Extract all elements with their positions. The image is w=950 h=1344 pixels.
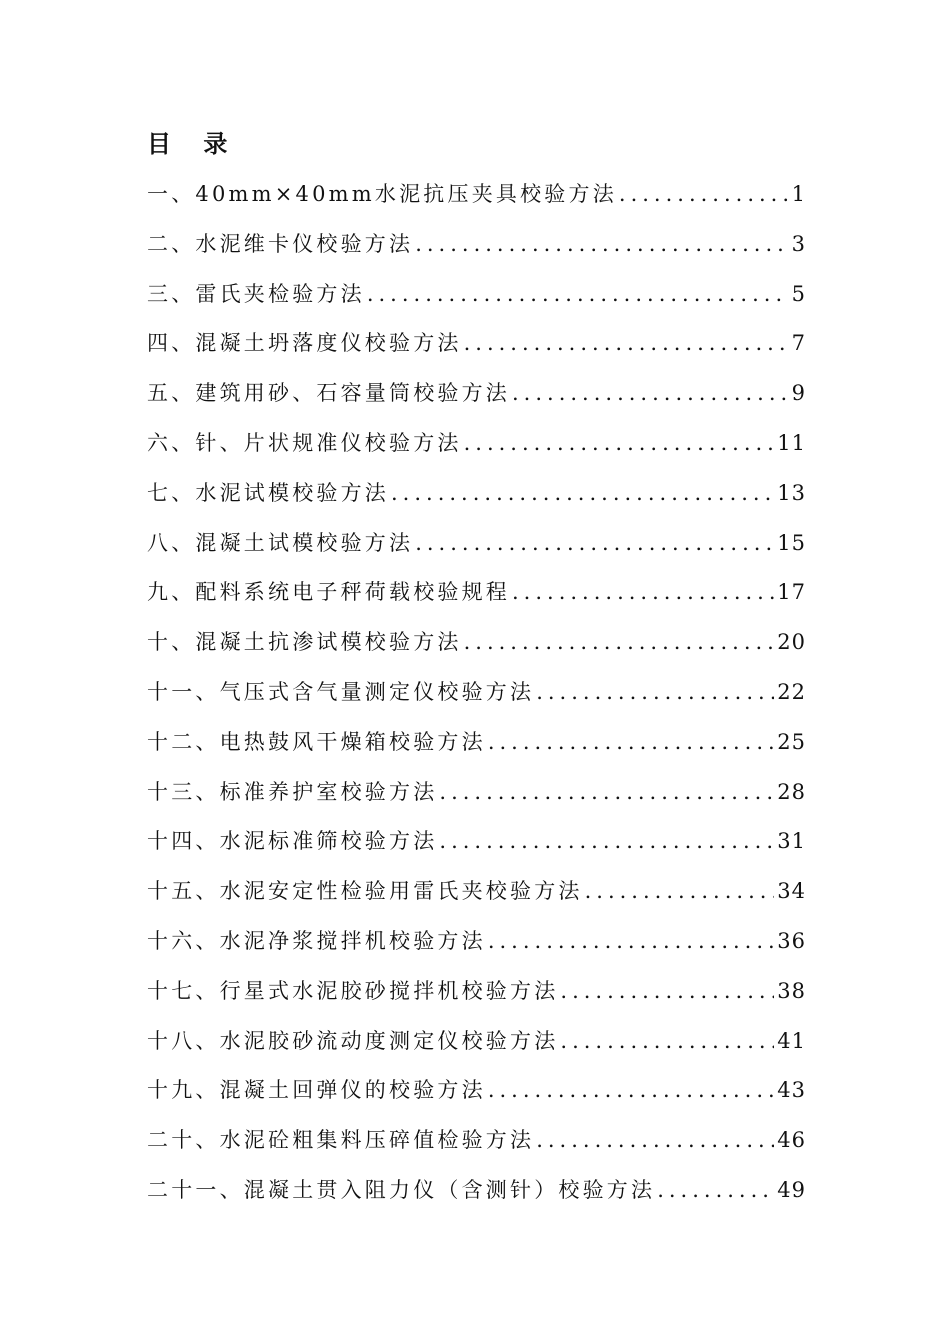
toc-dot-leader [415,523,774,563]
toc-entry[interactable] [147,722,806,772]
toc-dot-leader [619,174,789,214]
toc-entry[interactable] [147,921,806,971]
toc-entry-page: 20 [777,630,806,655]
toc-entry-page: 15 [777,530,806,555]
toc-dot-leader [464,323,789,363]
toc-entry-title: 二、水泥维卡仪校验方法 [147,231,414,256]
toc-entry-page: 11 [777,430,806,455]
toc-entry-title: 十九、混凝土回弹仪的校验方法 [147,1078,486,1103]
toc-entry-page: 7 [791,331,806,356]
toc-entry-page: 28 [777,779,806,804]
toc-dot-leader [391,473,774,513]
toc-entry-page: 49 [777,1177,806,1202]
toc-entry[interactable] [147,423,806,473]
toc-entry-title: 十二、电热鼓风干燥箱校验方法 [147,729,486,754]
toc-entry-title: 十五、水泥安定性检验用雷氏夹校验方法 [147,879,583,904]
toc-entry-title: 十、混凝土抗渗试模校验方法 [147,630,462,655]
toc-entry[interactable] [147,572,806,622]
toc-dot-leader [464,622,775,662]
toc-entry-page: 17 [777,580,806,605]
toc-entry[interactable] [147,373,806,423]
toc-entry-page: 9 [791,381,806,406]
toc-dot-leader [536,1120,774,1160]
toc-entry-title: 十四、水泥标准筛校验方法 [147,829,438,854]
toc-dot-leader [657,1170,774,1210]
toc-entry[interactable] [147,1120,806,1170]
toc-entry-page: 22 [777,679,806,704]
toc-entry[interactable] [147,1070,806,1120]
toc-entry-page: 34 [777,879,806,904]
toc-dot-leader [367,274,789,314]
toc-entry-title: 十八、水泥胶砂流动度测定仪校验方法 [147,1028,559,1053]
toc-dot-leader [415,224,788,264]
toc-dot-leader [439,772,774,812]
toc-dot-leader [585,871,775,911]
toc-entry[interactable] [147,323,806,373]
toc-entry-page: 38 [777,978,806,1003]
toc-entry-page: 36 [777,928,806,953]
toc-entry-title: 八、混凝土试模校验方法 [147,530,414,555]
toc-entry-page: 3 [791,231,806,256]
toc-dot-leader [560,971,774,1011]
toc-entry-page: 41 [777,1028,806,1053]
toc-entry-title: 六、针、片状规准仪校验方法 [147,430,462,455]
toc-dot-leader [560,1021,774,1061]
toc-entry[interactable] [147,971,806,1021]
toc-entry-page: 13 [777,480,806,505]
toc-entry-page: 31 [777,829,806,854]
toc-entry[interactable] [147,1170,806,1220]
toc-entry-page: 1 [791,182,806,206]
toc-dot-leader [536,672,774,712]
toc-entry-page: 25 [777,729,806,754]
toc-dot-leader [488,921,774,961]
toc-entry-title: 十一、气压式含气量测定仪校验方法 [147,679,535,704]
toc-entry[interactable] [147,174,806,224]
toc-entry-title: 七、水泥试模校验方法 [147,480,389,505]
toc-entry-title: 一、40mm×40mm水泥抗压夹具校验方法 [147,182,617,206]
toc-list [147,174,806,1220]
toc-dot-leader [512,572,774,612]
toc-entry[interactable] [147,1021,806,1071]
toc-dot-leader [488,1070,774,1110]
toc-entry-title: 九、配料系统电子秤荷载校验规程 [147,580,510,605]
toc-entry-title: 二十、水泥砼粗集料压碎值检验方法 [147,1128,535,1153]
toc-entry[interactable] [147,672,806,722]
toc-entry[interactable] [147,473,806,523]
toc-entry-title: 十七、行星式水泥胶砂搅拌机校验方法 [147,978,559,1003]
toc-entry[interactable] [147,274,806,324]
toc-entry-page: 43 [777,1078,806,1103]
toc-dot-leader [464,423,775,463]
toc-dot-leader [512,373,789,413]
toc-dot-leader [439,821,774,861]
toc-entry[interactable] [147,622,806,672]
toc-entry[interactable] [147,523,806,573]
toc-entry[interactable] [147,821,806,871]
toc-entry-title: 二十一、混凝土贯入阻力仪（含测针）校验方法 [147,1177,656,1202]
toc-entry-page: 5 [791,281,806,306]
toc-entry-title: 三、雷氏夹检验方法 [147,281,365,306]
toc-entry-title: 十六、水泥净浆搅拌机校验方法 [147,928,486,953]
toc-entry-title: 十三、标准养护室校验方法 [147,779,438,804]
toc-entry-title: 五、建筑用砂、石容量筒校验方法 [147,381,510,406]
toc-entry[interactable] [147,224,806,274]
toc-dot-leader [488,722,774,762]
toc-title: 目 录 [147,130,240,158]
toc-entry-page: 46 [777,1128,806,1153]
toc-entry-title: 四、混凝土坍落度仪校验方法 [147,331,462,356]
toc-entry[interactable] [147,871,806,921]
toc-entry[interactable] [147,772,806,822]
